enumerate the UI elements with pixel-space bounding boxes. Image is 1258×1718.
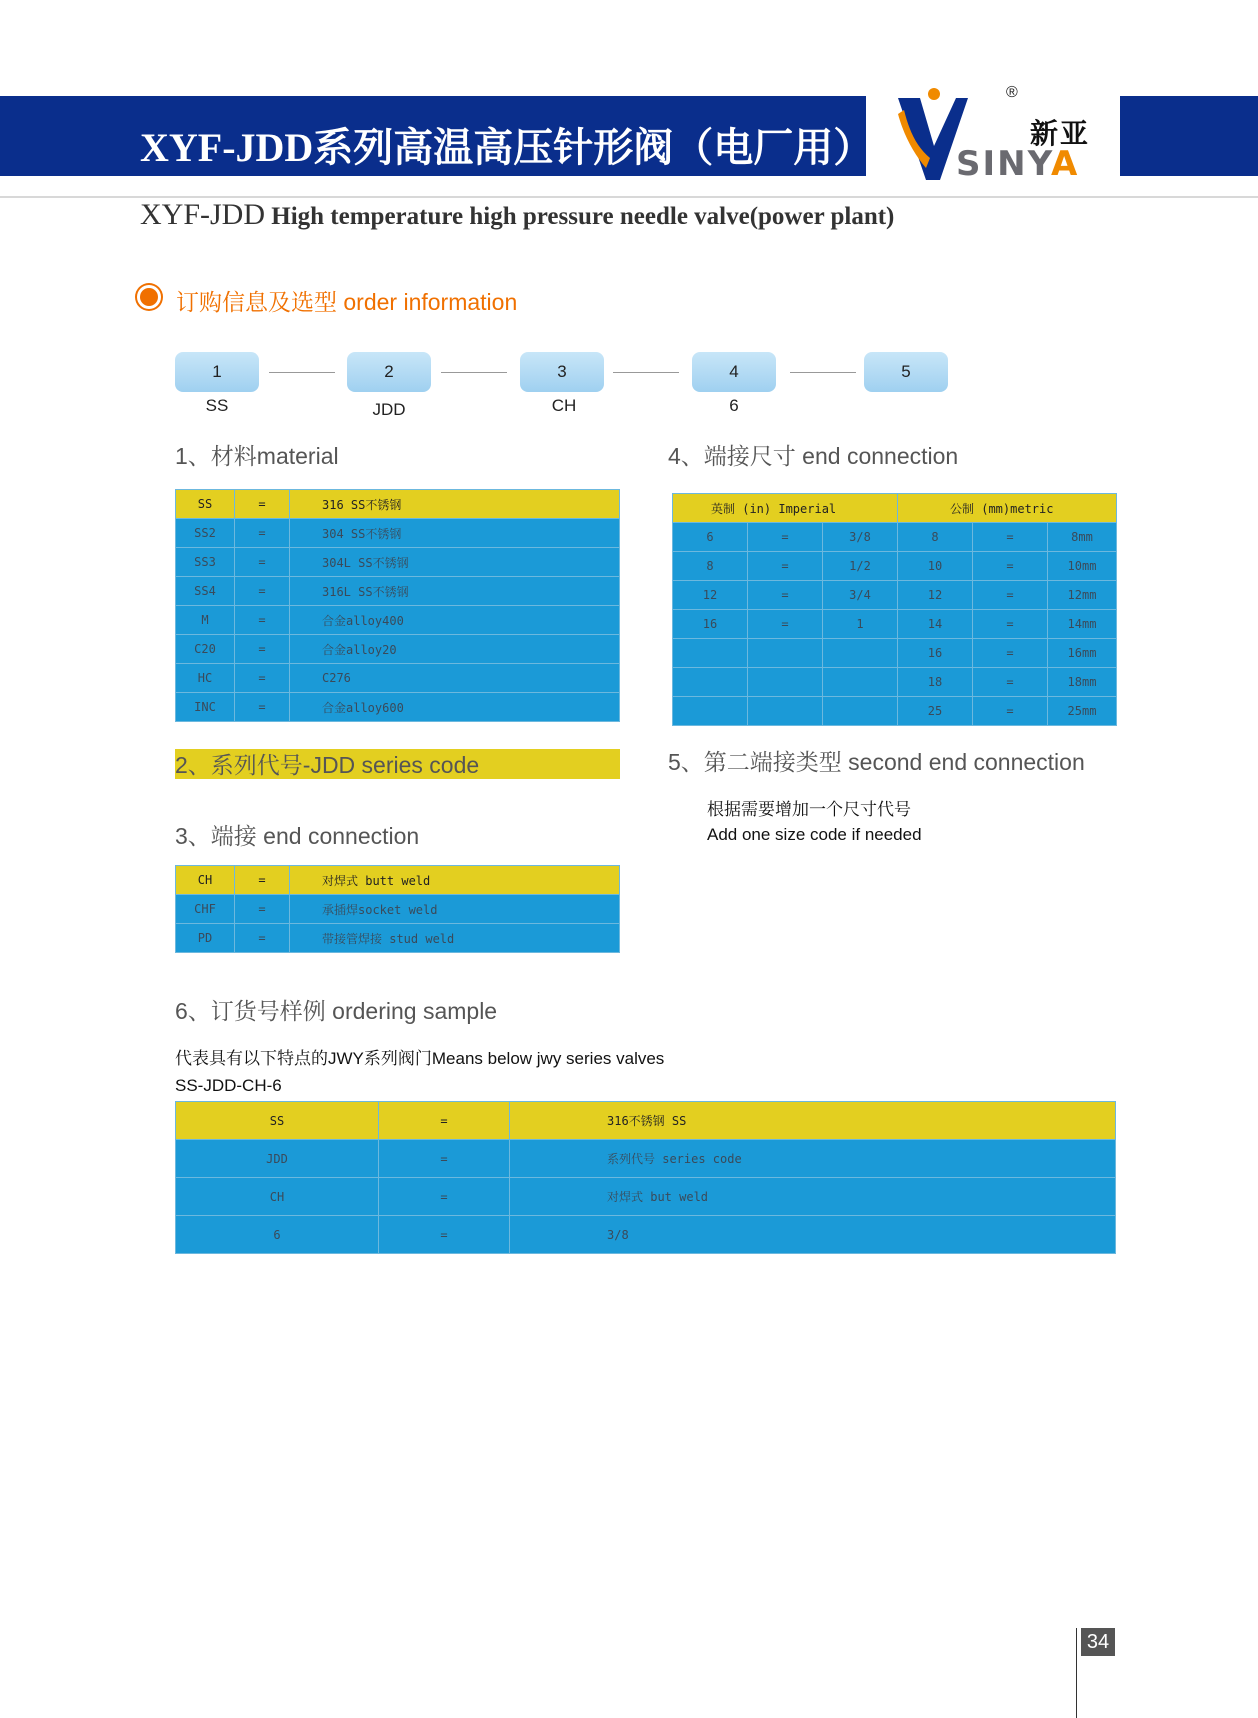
step-5: 5 bbox=[864, 352, 948, 392]
step-1: 1 bbox=[175, 352, 259, 392]
table-row: SS = 316不锈钢 SS bbox=[176, 1102, 1116, 1140]
step-connector bbox=[269, 372, 335, 373]
registered-mark: ® bbox=[1006, 84, 1018, 101]
table-row: INC = 合金alloy600 bbox=[176, 693, 620, 722]
logo-english-text bbox=[956, 144, 1079, 184]
table-row: 8 = 1/2 10 = 10mm bbox=[673, 552, 1117, 581]
step-1-value: SS bbox=[205, 396, 229, 415]
table-row: M = 合金alloy400 bbox=[176, 606, 620, 635]
step-connector bbox=[441, 372, 507, 373]
section-end-connection-title: 3、端接 end connection bbox=[175, 823, 420, 849]
table-row: 16 = 16mm bbox=[673, 639, 1117, 668]
table-row: 英制 (in) Imperial 公制 (mm)metric bbox=[673, 494, 1117, 523]
table-row: 16 = 1 14 = 14mm bbox=[673, 610, 1117, 639]
sample-description: 代表具有以下特点的JWY系列阀门Means below jwy series valves bbox=[175, 1049, 665, 1068]
table-row: 6 = 3/8 bbox=[176, 1216, 1116, 1254]
step-4-value: 6 bbox=[729, 396, 739, 415]
step-3-value: CH bbox=[551, 396, 577, 415]
note-chinese: 根据需要增加一个尺寸代号 bbox=[707, 800, 911, 819]
step-2-value: JDD bbox=[372, 400, 406, 419]
section-material-title: 1、材料material bbox=[175, 443, 339, 469]
page-title: XYF-JDD系列高温高压针形阀（电厂用） bbox=[140, 125, 874, 170]
section-series-code-title: 2、系列代号-JDD series code bbox=[175, 749, 620, 779]
table-row: HC = C276 bbox=[176, 664, 620, 693]
section-end-size-title: 4、端接尺寸 end connection bbox=[668, 443, 959, 469]
ordering-sample-table bbox=[175, 1101, 1116, 1254]
section-second-end-title: 5、第二端接类型 second end connection bbox=[668, 749, 1085, 775]
table-row: SS4 = 316L SS不锈钢 bbox=[176, 577, 620, 606]
step-4: 4 bbox=[692, 352, 776, 392]
logo-chinese-text: 新亚 bbox=[1030, 117, 1091, 150]
table-row: CH = 对焊式 butt weld bbox=[176, 866, 620, 895]
table-row: SS = 316 SS不锈钢 bbox=[176, 490, 620, 519]
order-info-title: 订购信息及选型 order information bbox=[176, 289, 518, 315]
step-3: 3 bbox=[520, 352, 604, 392]
bullet-icon bbox=[140, 288, 158, 306]
sinya-logo bbox=[890, 84, 1110, 184]
end-size-table bbox=[672, 493, 1117, 726]
table-row: JDD = 系列代号 series code bbox=[176, 1140, 1116, 1178]
section-ordering-sample-title: 6、订货号样例 ordering sample bbox=[175, 998, 498, 1024]
sample-code: SS-JDD-CH-6 bbox=[175, 1076, 282, 1095]
end-connection-table bbox=[175, 865, 620, 953]
table-row: SS2 = 304 SS不锈钢 bbox=[176, 519, 620, 548]
table-row: 25 = 25mm bbox=[673, 697, 1117, 726]
page-number: 34 bbox=[1081, 1628, 1115, 1656]
table-row: SS3 = 304L SS不锈钢 bbox=[176, 548, 620, 577]
table-row: CH = 对焊式 but weld bbox=[176, 1178, 1116, 1216]
header-band-right bbox=[1120, 96, 1258, 176]
logo-en-part-b: A bbox=[1050, 144, 1080, 184]
note-english: Add one size code if needed bbox=[707, 825, 922, 844]
step-2: 2 bbox=[347, 352, 431, 392]
page-number-rule bbox=[1076, 1628, 1077, 1718]
table-row: 12 = 3/4 12 = 12mm bbox=[673, 581, 1117, 610]
table-row: CHF = 承插焊socket weld bbox=[176, 895, 620, 924]
logo-en-part-a: SINY bbox=[956, 144, 1051, 184]
table-row: 6 = 3/8 8 = 8mm bbox=[673, 523, 1117, 552]
subtitle bbox=[140, 198, 894, 232]
step-connector bbox=[613, 372, 679, 373]
material-table bbox=[175, 489, 620, 722]
table-row: PD = 带接管焊接 stud weld bbox=[176, 924, 620, 953]
subtitle-text: High temperature high pressure needle valve(power plant) bbox=[271, 203, 895, 230]
subtitle-code: XYF-JDD bbox=[140, 198, 266, 231]
table-row: 18 = 18mm bbox=[673, 668, 1117, 697]
table-row: C20 = 合金alloy20 bbox=[176, 635, 620, 664]
step-connector bbox=[790, 372, 856, 373]
